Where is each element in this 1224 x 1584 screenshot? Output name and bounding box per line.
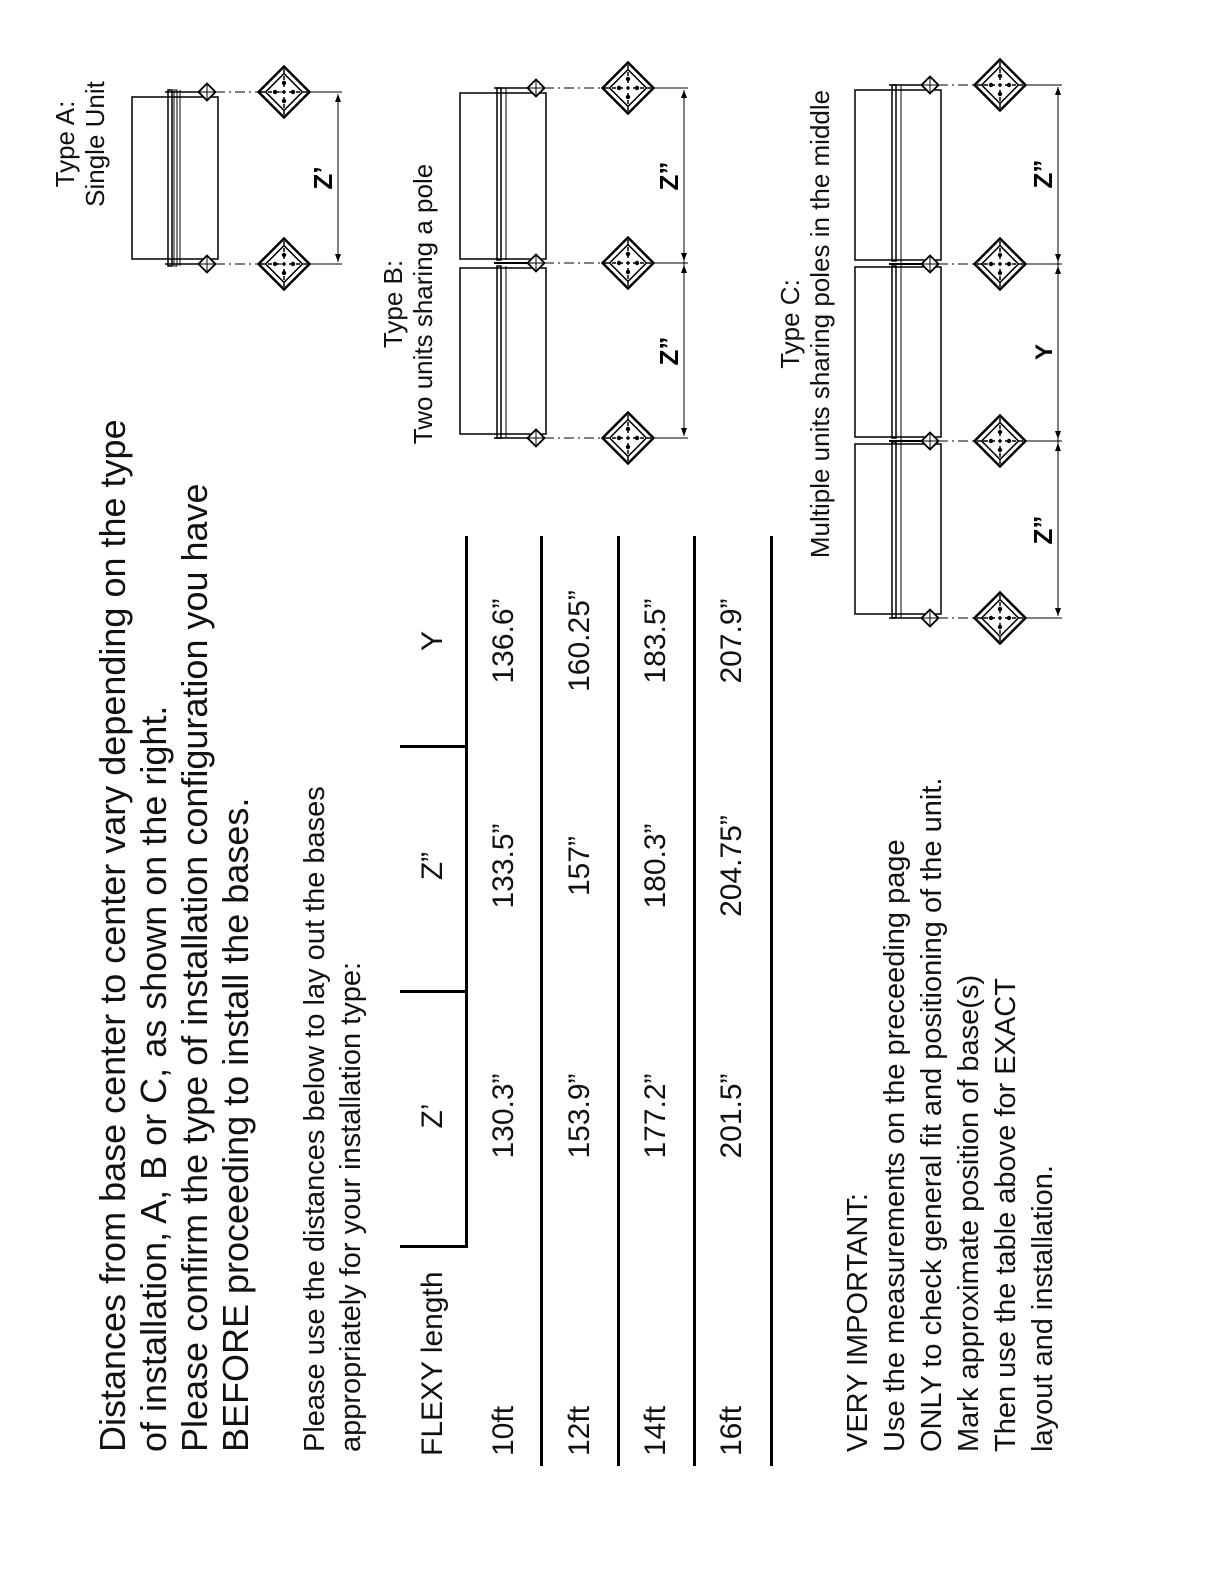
- table-cell: 177.2”: [639, 1073, 672, 1159]
- dimension-label: Z”: [1028, 159, 1058, 189]
- type-a-title: Type A:: [50, 100, 80, 188]
- type-c-diagram: [855, 60, 1062, 644]
- unit-frame: [892, 85, 896, 261]
- unit-frame: [497, 88, 501, 260]
- table-cell: 136.6”: [487, 598, 520, 684]
- intro-line: of installation, A, B or C, as shown on the right.: [133, 705, 174, 1452]
- base-icon: [975, 593, 1026, 644]
- type-c-subtitle: Multiple units sharing poles in the middle: [805, 89, 835, 559]
- hinge-knob: [922, 256, 939, 273]
- dimension-label: Z”: [1028, 515, 1058, 545]
- table-cell: 10ft: [487, 1405, 520, 1456]
- note-line: Use the measurements on the preceeding page: [879, 839, 911, 1452]
- unit-frame: [168, 90, 172, 266]
- table-cell: 207.9”: [715, 598, 748, 684]
- table-header: Z’: [416, 1103, 449, 1129]
- type-a-diagram: [132, 67, 342, 290]
- base-icon: [975, 416, 1026, 467]
- table-cell: 201.5”: [715, 1073, 748, 1159]
- dimension-label: Z”: [654, 161, 684, 191]
- note-line: Mark approximate position of base(s): [953, 974, 985, 1452]
- table-cell: 133.5”: [487, 823, 520, 909]
- instructions-line: appropriately for your installation type:: [335, 961, 367, 1452]
- hinge-knob: [922, 433, 939, 450]
- type-b-title: Type B:: [378, 259, 408, 349]
- hinge-knob: [199, 256, 216, 273]
- table-cell: 180.3”: [639, 823, 672, 909]
- unit-body: [855, 444, 941, 614]
- note-line: Then use the table above for EXACT: [990, 978, 1022, 1452]
- hinge-knob: [528, 80, 545, 97]
- table-cell: 204.75”: [715, 815, 748, 917]
- dimension-label: Z’: [308, 166, 338, 190]
- table-cell: 130.3”: [487, 1073, 520, 1159]
- table-cell: 157”: [563, 835, 596, 897]
- table-header: FLEXY length: [416, 1271, 449, 1456]
- table-header: Y: [416, 631, 449, 652]
- table-cell: 153.9”: [563, 1073, 596, 1159]
- type-b-subtitle: Two units sharing a pole: [408, 163, 438, 445]
- base-icon: [603, 63, 654, 114]
- unit-body: [460, 93, 546, 259]
- base-icon: [603, 238, 654, 289]
- base-icon: [603, 413, 654, 464]
- table-cell: 14ft: [639, 1405, 672, 1456]
- type-c-title: Type C:: [775, 279, 805, 369]
- instructions-line: Please use the distances below to lay out the bases: [299, 786, 331, 1452]
- base-icon: [975, 60, 1026, 111]
- unit-frame: [174, 90, 177, 266]
- dimension-label: Z”: [654, 336, 684, 366]
- hinge-knob: [922, 610, 939, 627]
- hinge-knob: [528, 430, 545, 447]
- unit-frame: [892, 266, 896, 438]
- unit-body: [855, 267, 941, 437]
- base-icon: [259, 239, 310, 290]
- table-cell: 12ft: [563, 1405, 596, 1456]
- hinge-knob: [922, 77, 939, 94]
- unit-body: [855, 90, 941, 260]
- unit-frame: [497, 266, 501, 438]
- type-a-subtitle: Single Unit: [80, 81, 110, 207]
- table-cell: 183.5”: [639, 598, 672, 684]
- note-line: ONLY to check general fit and positioning of the unit.: [916, 777, 948, 1452]
- intro-line: BEFORE proceeding to install the bases.: [215, 797, 256, 1452]
- intro-line: Please confirm the type of installation configuration you have: [174, 483, 215, 1452]
- hinge-knob: [199, 84, 216, 101]
- unit-body: [460, 268, 546, 434]
- unit-body: [132, 97, 218, 259]
- dimension-label: Y: [1031, 343, 1058, 361]
- base-icon: [975, 239, 1026, 290]
- base-icon: [259, 67, 310, 118]
- table-cell: 16ft: [715, 1405, 748, 1456]
- table-header: Z”: [416, 851, 449, 881]
- type-b-diagram: [460, 63, 688, 464]
- unit-frame: [892, 442, 896, 618]
- note-line: VERY IMPORTANT:: [842, 1193, 874, 1452]
- note-line: layout and installation.: [1027, 1165, 1059, 1452]
- hinge-knob: [528, 255, 545, 272]
- table-cell: 160.25”: [563, 590, 596, 692]
- intro-line: Distances from base center to center vary depending on the type: [92, 419, 133, 1452]
